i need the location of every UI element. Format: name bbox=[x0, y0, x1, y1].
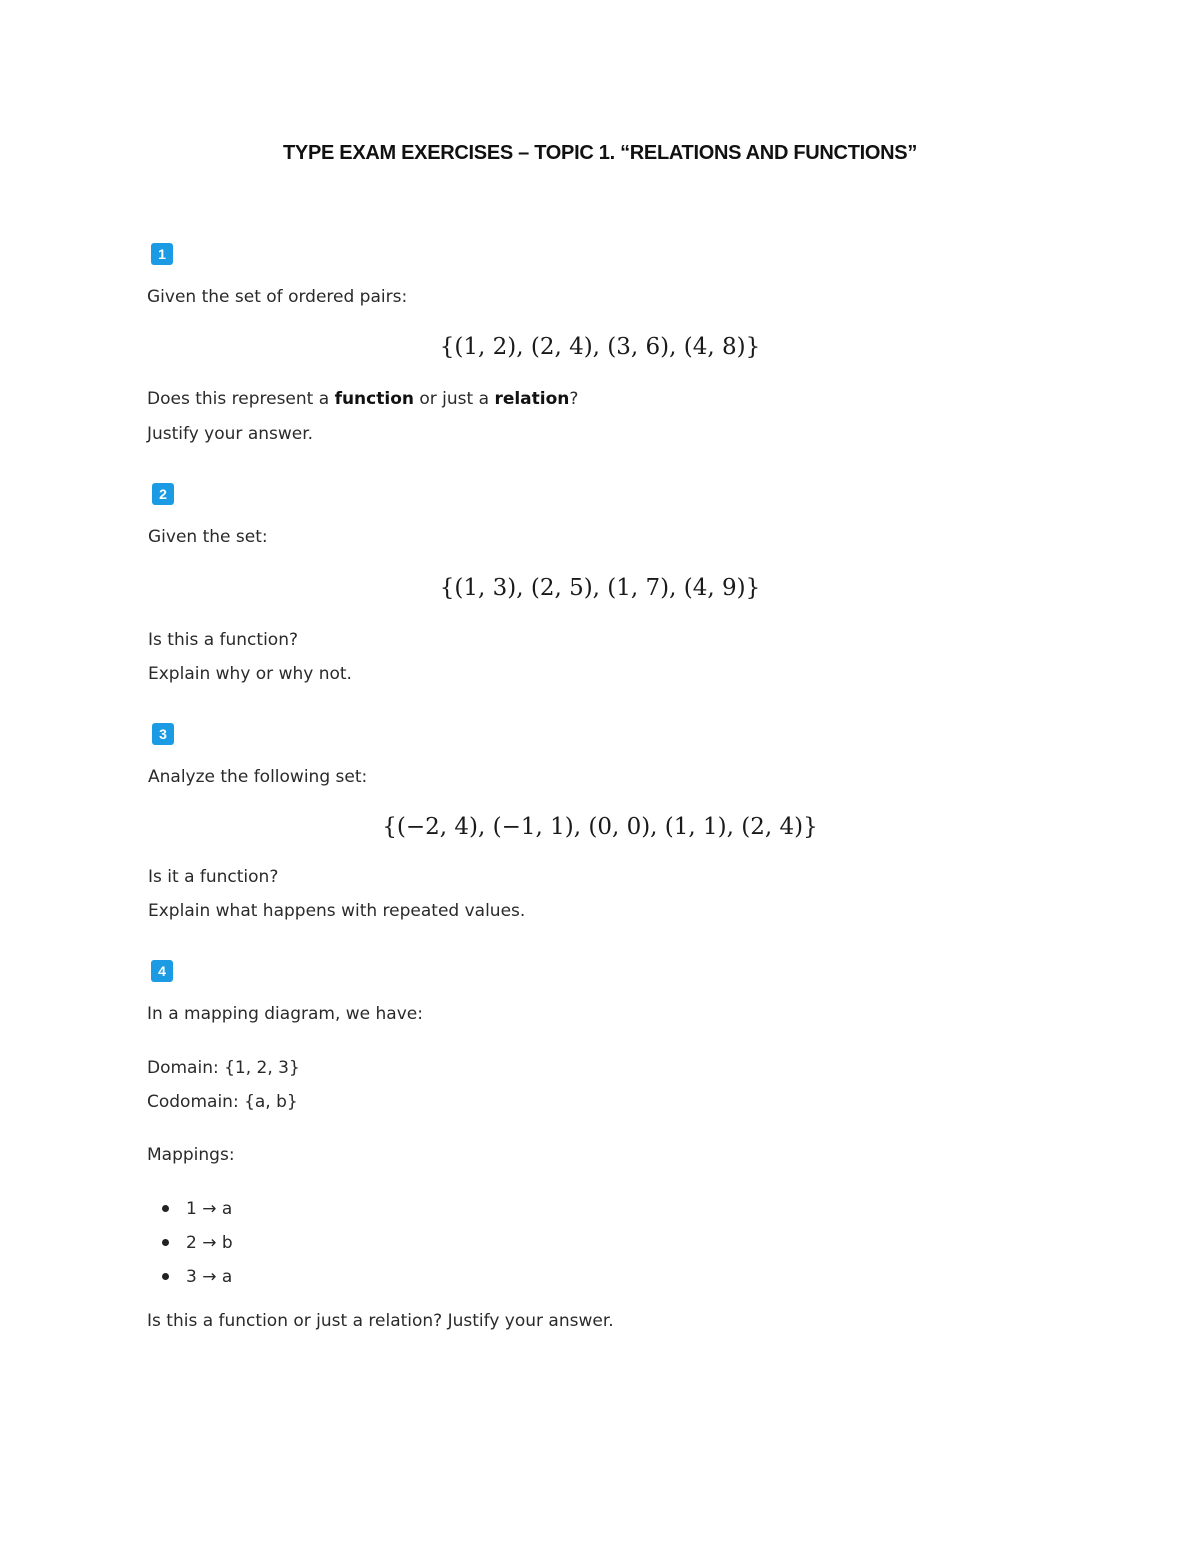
mapping-bullet-2 bbox=[162, 1239, 169, 1246]
exercise-4-intro: In a mapping diagram, we have: bbox=[147, 1004, 423, 1024]
mapping-item-3: 3 → a bbox=[186, 1267, 233, 1287]
exercise-3-set: {(−2, 4), (−1, 1), (0, 0), (1, 1), (2, 4)} bbox=[382, 814, 818, 840]
exercise-2-intro: Given the set: bbox=[148, 527, 268, 547]
exercise-2-question: Is this a function? bbox=[148, 630, 298, 650]
mapping-item-2: 2 → b bbox=[186, 1233, 233, 1253]
exercise-1-question bbox=[147, 388, 578, 410]
exercise-3-intro: Analyze the following set: bbox=[148, 767, 368, 787]
exercise-2-followup: Explain why or why not. bbox=[148, 664, 352, 684]
exercise-1-question-part3: ? bbox=[569, 389, 579, 409]
exercise-1-question-part2: or just a bbox=[413, 389, 495, 409]
exercise-4-domain: Domain: {1, 2, 3} bbox=[147, 1058, 300, 1078]
exercise-2-set: {(1, 3), (2, 5), (1, 7), (4, 9)} bbox=[439, 575, 761, 601]
exercise-3-followup: Explain what happens with repeated values. bbox=[148, 901, 526, 921]
document-title: TYPE EXAM EXERCISES – TOPIC 1. “RELATIONS AND FUNCTIONS” bbox=[282, 142, 918, 164]
exercise-1-question-bold-function: function bbox=[334, 389, 414, 409]
exercise-4-mappings-label: Mappings: bbox=[147, 1145, 235, 1165]
exercise-4-question: Is this a function or just a relation? Justify your answer. bbox=[147, 1311, 614, 1331]
exercise-4-number-badge: 4 bbox=[151, 960, 173, 982]
exercise-1-intro: Given the set of ordered pairs: bbox=[147, 287, 408, 307]
exercise-1-question-part1: Does this represent a bbox=[147, 389, 335, 409]
mapping-bullet-1 bbox=[162, 1205, 169, 1212]
exercise-4-codomain: Codomain: {a, b} bbox=[147, 1092, 298, 1112]
exercise-2-number-badge: 2 bbox=[152, 483, 174, 505]
exercise-3-question: Is it a function? bbox=[148, 867, 279, 887]
exercise-1-number-badge: 1 bbox=[151, 243, 173, 265]
exercise-1-question-bold-relation: relation bbox=[494, 389, 570, 409]
mapping-bullet-3 bbox=[162, 1273, 169, 1280]
exercise-1-set: {(1, 2), (2, 4), (3, 6), (4, 8)} bbox=[439, 334, 761, 360]
exercise-3-number-badge: 3 bbox=[152, 723, 174, 745]
exercise-1-followup: Justify your answer. bbox=[147, 424, 314, 444]
mapping-item-1: 1 → a bbox=[186, 1199, 233, 1219]
